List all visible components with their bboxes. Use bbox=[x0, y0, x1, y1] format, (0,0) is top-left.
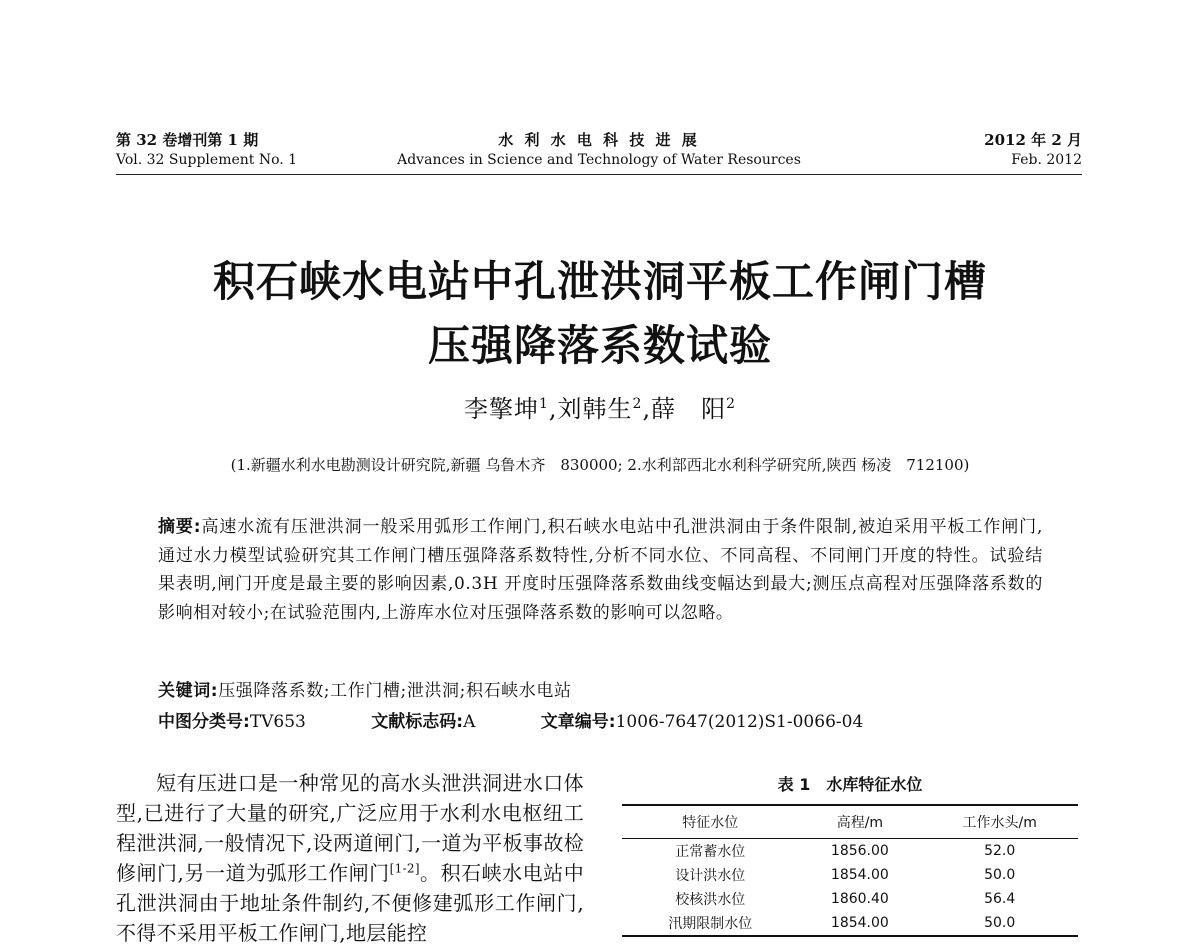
article-label: 文章编号: bbox=[540, 712, 616, 732]
keywords-label: 关键词: bbox=[158, 681, 219, 701]
table-row bbox=[622, 887, 1078, 911]
table-cell: 1860.40 bbox=[830, 891, 889, 907]
article-number bbox=[541, 712, 863, 732]
body-paragraph bbox=[116, 768, 584, 948]
keywords-text: 压强降落系数;工作门槽;泄洪洞;积石峡水电站 bbox=[218, 681, 572, 701]
author-separator: , bbox=[548, 395, 558, 423]
author-3-affil: 2 bbox=[726, 396, 737, 412]
author-1-affil: 1 bbox=[538, 396, 549, 412]
table-caption: 表 1 水库特征水位 bbox=[777, 775, 923, 794]
table-1 bbox=[622, 774, 1078, 937]
table-cell: 50.0 bbox=[984, 915, 1016, 931]
citation: [1-2] bbox=[389, 861, 420, 876]
author-2: 刘韩生 bbox=[557, 395, 633, 423]
author-2-affil: 2 bbox=[632, 396, 643, 412]
table-cell: 设计洪水位 bbox=[675, 868, 746, 884]
clc-number bbox=[158, 712, 306, 732]
table-cell: 52.0 bbox=[984, 843, 1016, 859]
doc-value: A bbox=[463, 712, 476, 732]
body-text-tail: 。积石峡水电站中孔泄洪洞由于地址条件制约,不便修建弧形工作闸门,不得不采用平板工作闸门,地层能控 bbox=[116, 861, 584, 945]
classification-line bbox=[158, 709, 1043, 735]
table-row bbox=[622, 863, 1078, 887]
header-date-en: Feb. 2012 bbox=[1011, 152, 1082, 168]
abstract bbox=[158, 513, 1043, 627]
table-row bbox=[622, 911, 1078, 936]
title-line-2: 压强降落系数试验 bbox=[427, 321, 772, 370]
keywords bbox=[158, 679, 1043, 703]
clc-value: TV653 bbox=[249, 712, 306, 732]
paper-title bbox=[0, 250, 1200, 378]
clc-label: 中图分类号: bbox=[158, 712, 250, 732]
header-journal-en: Advances in Science and Technology of Water Resources bbox=[397, 152, 801, 168]
table-cell: 1854.00 bbox=[830, 867, 889, 883]
affiliations: (1.新疆水利水电勘测设计研究院,新疆 乌鲁木齐 830000; 2.水利部西北水利科学研究所,陕西 杨凌 712100) bbox=[230, 456, 970, 474]
header-volume-en: Vol. 32 Supplement No. 1 bbox=[116, 152, 298, 168]
table-cell: 汛期限制水位 bbox=[668, 916, 753, 932]
table-header-row bbox=[622, 805, 1078, 839]
header-volume-cn: 第 32 卷增刊第 1 期 bbox=[116, 131, 259, 149]
abstract-label: 摘要: bbox=[158, 517, 202, 537]
water-level-table bbox=[622, 804, 1078, 937]
table-header-cell: 特征水位 bbox=[682, 815, 739, 831]
doc-code bbox=[371, 712, 475, 732]
table-cell: 校核洪水位 bbox=[675, 892, 746, 908]
table-cell: 正常蓄水位 bbox=[675, 844, 746, 860]
author-1: 李擎坤 bbox=[463, 395, 539, 423]
author-separator: , bbox=[642, 395, 652, 423]
table-cell: 56.4 bbox=[984, 891, 1016, 907]
table-cell: 1856.00 bbox=[830, 843, 889, 859]
table-header-cell: 高程/m bbox=[836, 815, 884, 831]
author-3: 薛 阳 bbox=[651, 395, 727, 423]
header-journal bbox=[116, 130, 1082, 170]
header-date bbox=[984, 130, 1082, 170]
header-journal-cn: 水 利 水 电 科 技 进 展 bbox=[498, 131, 700, 149]
author-list bbox=[0, 394, 1200, 424]
running-header bbox=[116, 130, 1082, 175]
title-line-1: 积石峡水电站中孔泄洪洞平板工作闸门槽 bbox=[212, 257, 987, 306]
table-cell: 50.0 bbox=[984, 867, 1016, 883]
table-header-cell: 工作水头/m bbox=[962, 815, 1037, 831]
article-value: 1006-7647(2012)S1-0066-04 bbox=[615, 712, 864, 732]
abstract-text: 高速水流有压泄洪洞一般采用弧形工作闸门,积石峡水电站中孔泄洪洞由于条件限制,被迫采用平板工作闸门,通过水力模型试验研究其工作闸门槽压强降落系数特性,分析不同水位、不同高程、不同闸门开度的特性。试验结果表明,闸门开度是最主要的影响因素,0.3H 开度时压强降落系数曲线变幅达到最大;测压点高程对压强降落系数的影响相对较小;在试验范围内,上游库水位对压强降落系数的影响可以忽略。 bbox=[158, 517, 1043, 623]
doc-label: 文献标志码: bbox=[371, 712, 464, 732]
body-text: 短有压进口是一种常见的高水头泄洪洞进水口体型,已进行了大量的研究,广泛应用于水利水电枢纽工程泄洪洞,一般情况下,设两道闸门,一道为平板事故检修闸门,另一道为弧形工作闸门 bbox=[116, 771, 584, 885]
table-row bbox=[622, 839, 1078, 864]
header-date-cn: 2012 年 2 月 bbox=[984, 131, 1082, 149]
table-cell: 1854.00 bbox=[830, 915, 889, 931]
